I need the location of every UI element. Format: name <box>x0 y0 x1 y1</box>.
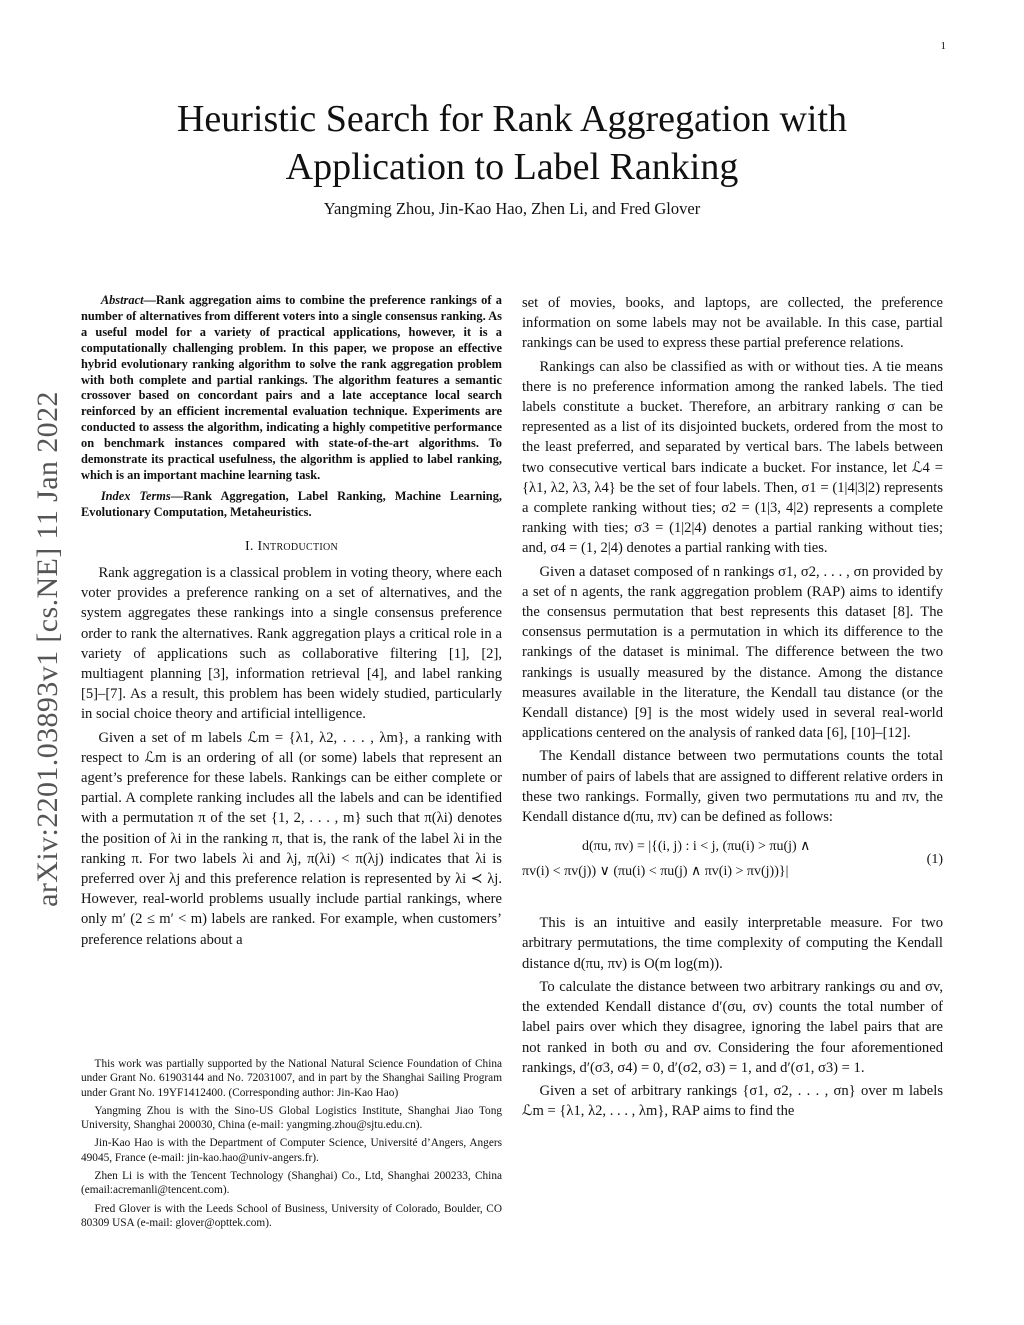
intro-paragraph-2: Given a set of m labels ℒm = {λ1, λ2, . . . , λm}, a ranking with respect to ℒm is an ordering of all (or some) labels that represent an agent’s preference for these labels. Rankings can be either complete or partial. A complete ranking includes all the labels and can be identified with a permutation π of the set {1, 2, . . . , m} such that π(λi) denotes the position of λi in the ranking π, that is, the rank of the label λi in the ranking π. For two labels λi and λj, π(λi) < π(λj) indicates that λi is preferred over λj and this preference relation is represented by λi ≺ λj. However, real-world problems usually include partial rankings, where only m′ (2 ≤ m′ < m) labels are ranked. For example, when customers’ preference relations about a <box>81 729 502 948</box>
abstract <box>81 293 502 484</box>
arxiv-stamp: arXiv:2201.03893v1 [cs.NE] 11 Jan 2022 <box>31 391 64 907</box>
section-number: I. <box>244 538 254 554</box>
intro-paragraph-1: Rank aggregation is a classical problem in voting theory, where each voter provides a preference ranking on a set of alternatives, and the system aggregates these rankings into a single consensus preference order to rank the alternatives. Rank aggregation plays a critical role in a variety of applications such as collaborative filtering [1], [2], multiagent planning [3], information retrieval [4], and label ranking [5]–[7]. As a result, this problem has been widely studied, particularly in social choice theory and artificial intelligence. <box>81 564 502 723</box>
title-line-1: Heuristic Search for Rank Aggregation with <box>176 98 848 140</box>
right-paragraph-5: This is an intuitive and easily interpretable measure. For two arbitrary permutations, the time complexity of computing the Kendall distance d(πu, πv) is O(m log(m)). <box>522 915 943 972</box>
index-label: Index Terms <box>100 488 171 503</box>
title-line-2: Application to Label Ranking <box>285 146 739 188</box>
right-paragraph-4: The Kendall distance between two permutations counts the total number of pairs of labels that are assigned to different relative orders in these two rankings. Formally, given two permutations πu and πv, the Kendall distance d(πu, πv) can be defined as follows: <box>522 748 943 826</box>
index-text: —Rank Aggregation, Label Ranking, Machine Learning, Evolutionary Computation, Metaheuristics. <box>81 488 502 519</box>
right-paragraph-7: Given a set of arbitrary rankings {σ1, σ2, . . . , σn} over m labels ℒm = {λ1, λ2, . . . , λm}, RAP aims to find the <box>522 1082 943 1120</box>
index-terms <box>81 489 502 521</box>
footnote-author-hao: Jin-Kao Hao is with the Department of Computer Science, Université d’Angers, Angers 49045, France (e-mail: jin-kao.hao@univ-angers.fr). <box>81 1137 502 1164</box>
equation-line-2: πv(i) < πv(j)) ∨ (πu(i) < πu(j) ∧ πv(i) > πv(j))}| <box>522 864 789 880</box>
right-column <box>522 293 943 1124</box>
footnote-author-li: Zhen Li is with the Tencent Technology (Shanghai) Co., Ltd, Shanghai 200233, China (email:acremanli@tencent.com). <box>81 1170 502 1197</box>
right-paragraph-3: Given a dataset composed of n rankings σ1, σ2, . . . , σn provided by a set of n agents, the rank aggregation problem (RAP) aims to identify the consensus permutation that best represents this dataset [8]. The consensus permutation is a permutation in which its difference to the rankings of the dataset is minimal. The difference between the two rankings is usually measured by the distance. Among the distance measures available in the literature, the Kendall tau distance (or the Kendall distance) [9] is the most widely used in several real-world applications centered on the analysis of ranked data [6], [10]–[12]. <box>522 563 943 742</box>
footnote-funding: This work was partially supported by the National Natural Science Foundation of China under Grant No. 61903144 and No. 72031007, and in part by the Shanghai Sailing Program under Grant No. 19YF1412400. (Corresponding author: Jin-Kao Hao) <box>81 1058 502 1099</box>
right-paragraph-6: To calculate the distance between two arbitrary rankings σu and σv, the extended Kendall distance d′(σu, σv) counts the total number of label pairs over which they disagree, ignoring the label pairs that are not ranked in both σu and σv. Considering the four aforementioned rankings, d′(σ3, σ4) = 0, d′(σ2, σ3) = 1, and d′(σ1, σ3) = 1. <box>522 978 943 1076</box>
abstract-label: Abstract <box>100 293 144 307</box>
equation-line-1: d(πu, πv) = |{(i, j) : i < j, (πu(i) > πu(j) ∧ <box>582 839 811 855</box>
abstract-text: —Rank aggregation aims to combine the preference rankings of a number of alternatives from different voters into a single consensus ranking. As a useful model for a variety of practical applications, however, it is a computationally challenging problem. In this paper, we propose an effective hybrid evolutionary ranking algorithm to solve the rank aggregation problem with both complete and partial rankings. The algorithm features a semantic crossover based on concordant pairs and a late acceptance local search reinforced by an efficient incremental evaluation technique. Experiments are conducted to assess the algorithm, indicating a highly competitive performance on benchmark instances compared with state-of-the-art algorithms. To demonstrate its practical usefulness, the algorithm is applied to label ranking, which is an important machine learning task. <box>81 293 502 482</box>
footnote-author-zhou: Yangming Zhou is with the Sino-US Global Logistics Institute, Shanghai Jiao Tong University, Shanghai 200030, China (e-mail: yangming.zhou@sjtu.edu.cn). <box>81 1104 502 1132</box>
footnotes <box>81 1057 502 1234</box>
left-column <box>81 293 502 953</box>
authors: Yangming Zhou, Jin-Kao Hao, Zhen Li, and Fred Glover <box>323 199 701 218</box>
paper-title <box>60 95 964 191</box>
section-heading <box>81 537 502 557</box>
section-title: Introduction <box>257 538 339 554</box>
page-number: 1 <box>940 40 946 52</box>
equation-1 <box>522 837 943 895</box>
equation-number: (1) <box>926 852 943 868</box>
footnote-author-glover: Fred Glover is with the Leeds School of Business, University of Colorado, Boulder, CO 80309 USA (e-mail: glover@opttek.com). <box>81 1202 502 1229</box>
right-paragraph-1: set of movies, books, and laptops, are collected, the preference information on some labels may not be available. In this case, partial rankings can be used to express these partial preference relations. <box>522 295 943 352</box>
right-paragraph-2: Rankings can also be classified as with or without ties. A tie means there is no preference information among the ranked labels. The tied labels constitute a bucket. Therefore, an arbitrary ranking σ can be represented as a list of its disjointed buckets, ordered from the most to the least preferred, and separated by vertical bars. The labels between two consecutive vertical bars indicate a bucket. For instance, let ℒ4 = {λ1, λ2, λ3, λ4} be the set of four labels. Then, σ1 = (1|4|3|2) represents a complete ranking without ties; σ2 = (1|3, 4|2) represents a complete ranking with ties; σ3 = (1|2|4) denotes a partial ranking without ties; and, σ4 = (1, 2|4) denotes a partial ranking with ties. <box>522 358 943 557</box>
